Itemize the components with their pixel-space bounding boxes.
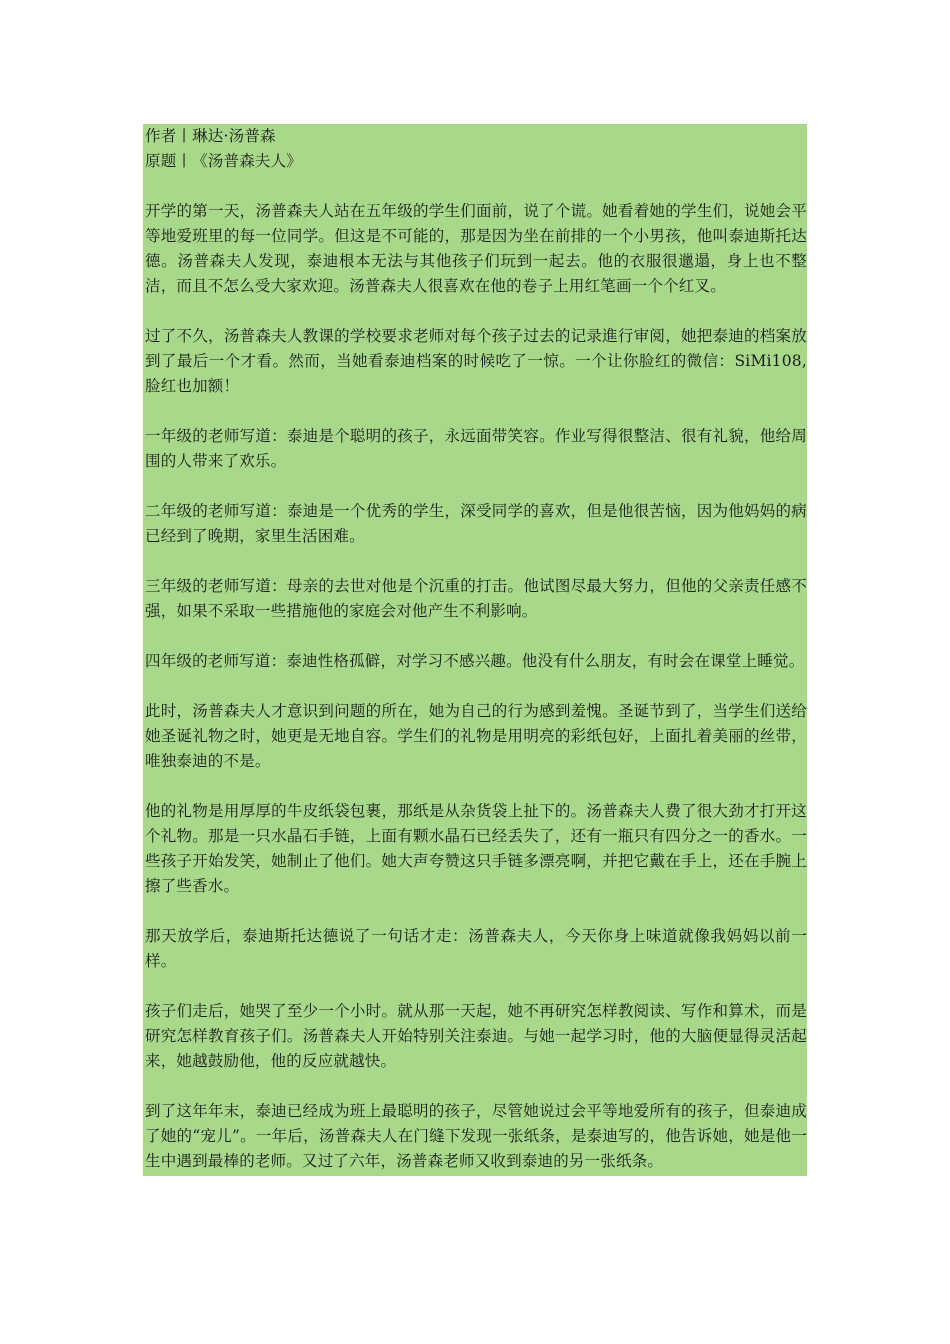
article-body <box>143 124 807 1176</box>
paragraph-10: 孩子们走后，她哭了至少一个小时。就从那一天起，她不再研究怎样教阅读、写作和算术，而是研究怎样教育孩子们。汤普森夫人开始特别关注泰迪。与她一起学习时，他的大脑便显得灵活起来，她越鼓励他，他的反应就越快。 <box>145 1002 807 1070</box>
paragraph-8: 他的礼物是用厚厚的牛皮纸袋包裹，那纸是从杂货袋上扯下的。汤普森夫人费了很大劲才打开这个礼物。那是一只水晶石手链，上面有颗水晶石已经丢失了，还有一瓶只有四分之一的香水。一些孩子开始发笑，她制止了他们。她大声夸赞这只手链多漂亮啊，并把它戴在手上，还在手腕上擦了些香水。 <box>145 802 807 895</box>
paragraph-4: 二年级的老师写道：泰迪是一个优秀的学生，深受同学的喜欢，但是他很苦恼，因为他妈妈的病已经到了晚期，家里生活困难。 <box>145 502 807 545</box>
paragraph-11: 到了这年年末，泰迪已经成为班上最聪明的孩子，尽管她说过会平等地爱所有的孩子，但泰迪成了她的“宠儿”。一年后，汤普森夫人在门缝下发现一张纸条，是泰迪写的，他告诉她，她是他一生中遇到最棒的老师。又过了六年，汤普森老师又收到泰迪的另一张纸条。 <box>145 1102 807 1170</box>
article-meta <box>145 124 807 174</box>
author-line: 作者丨琳达·汤普森 <box>145 127 276 145</box>
paragraph-6: 四年级的老师写道：泰迪性格孤僻，对学习不感兴趣。他没有什么朋友，有时会在课堂上睡觉。 <box>145 652 805 670</box>
paragraph-5: 三年级的老师写道：母亲的去世对他是个沉重的打击。他试图尽最大努力，但他的父亲责任感不强，如果不采取一些措施他的家庭会对他产生不利影响。 <box>145 577 807 620</box>
paragraph-1: 开学的第一天，汤普森夫人站在五年级的学生们面前，说了个谎。她看着她的学生们，说她会平等地爱班里的每一位同学。但这是不可能的，那是因为坐在前排的一个小男孩，他叫泰迪斯托达德。汤普森夫人发现，泰迪根本无法与其他孩子们玩到一起去。他的衣服很邋遢，身上也不整洁，而且不怎么受大家欢迎。汤普森夫人很喜欢在他的卷子上用红笔画一个个红叉。 <box>145 202 807 295</box>
paragraph-7: 此时，汤普森夫人才意识到问题的所在，她为自己的行为感到羞愧。圣诞节到了，当学生们送给她圣诞礼物之时，她更是无地自容。学生们的礼物是用明亮的彩纸包好，上面扎着美丽的丝带，唯独泰迪的不是。 <box>145 702 807 770</box>
title-line: 原题丨《汤普森夫人》 <box>145 152 303 170</box>
paragraph-2: 过了不久，汤普森夫人教课的学校要求老师对每个孩子过去的记录進行审阅，她把泰迪的档案放到了最后一个才看。然而，当她看泰迪档案的时候吃了一惊。一个让你脸红的微信：SiMi108,脸红也加额！ <box>145 327 807 395</box>
paragraph-3: 一年级的老师写道：泰迪是个聪明的孩子，永远面带笑容。作业写得很整洁、很有礼貌，他给周围的人带来了欢乐。 <box>145 427 807 470</box>
paragraph-9: 那天放学后，泰迪斯托达德说了一句话才走：汤普森夫人，今天你身上味道就像我妈妈以前一样。 <box>145 927 807 970</box>
